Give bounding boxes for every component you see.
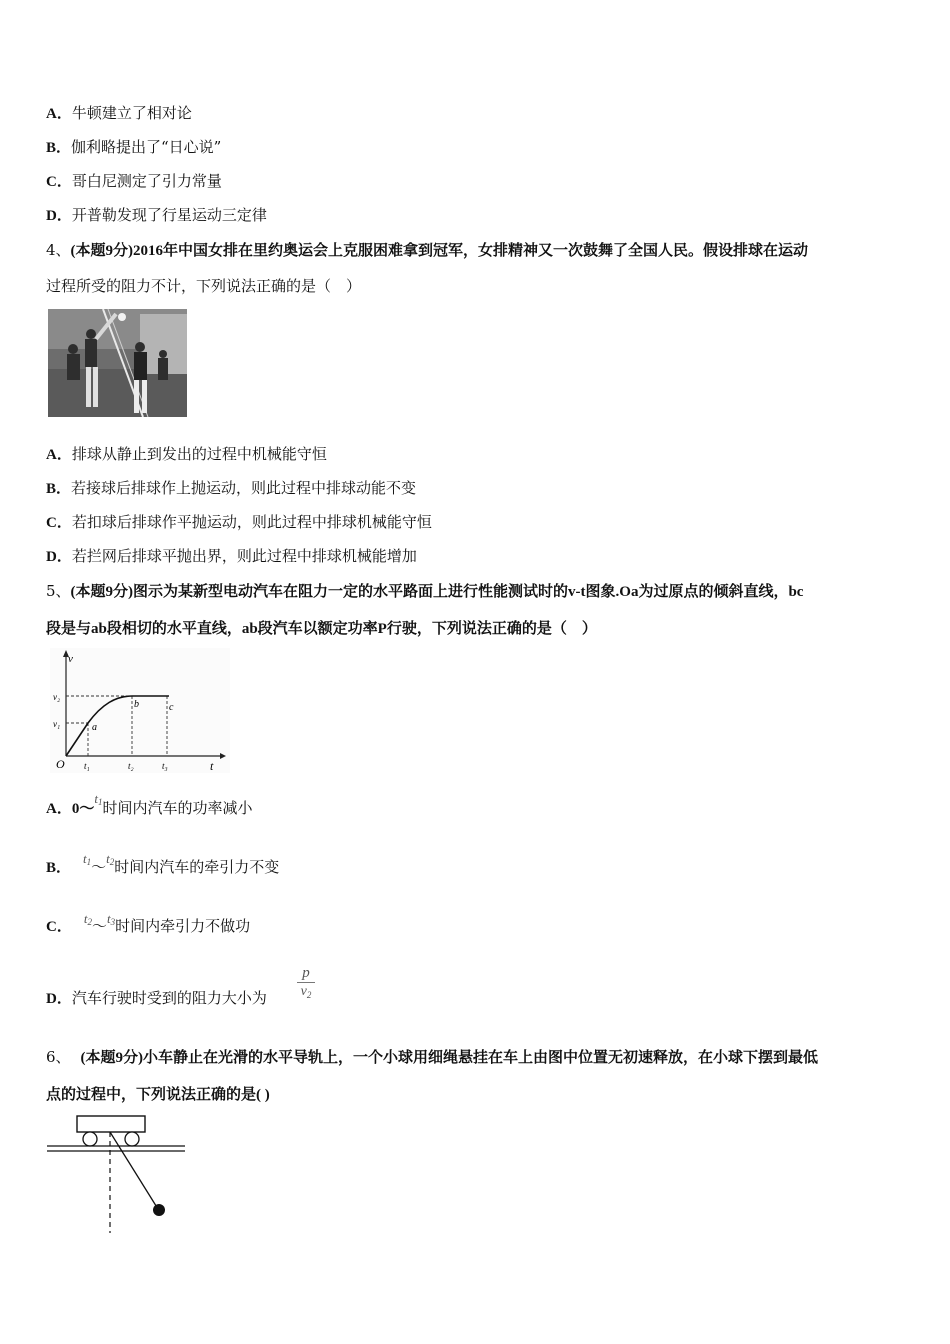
q5-option-a: [46, 791, 253, 822]
math-sub: 1: [97, 797, 103, 807]
point-a-label: a: [92, 722, 97, 733]
option-text: 若拦网后排球平抛出界，则此过程中排球机械能增加: [71, 547, 417, 565]
option-text: 时间内牵引力不做功: [115, 917, 251, 935]
option-math: ～: [91, 858, 107, 876]
t-axis-label: t: [210, 759, 214, 773]
t2-label: t₂: [128, 761, 134, 771]
ball: [153, 1204, 165, 1216]
option-letter: D．: [46, 991, 72, 1007]
cart-wheel: [125, 1132, 139, 1146]
q4-stem-line2: [46, 276, 361, 296]
cart-body: [77, 1116, 145, 1132]
math-sub: 1: [86, 857, 92, 867]
q5-stem-line1: [46, 581, 803, 602]
volleyball-photo-drawing: [48, 309, 187, 417]
cart-wheel: [83, 1132, 97, 1146]
option-math: [84, 911, 92, 926]
question-text: 点的过程中，下列说法正确的是( ): [46, 1087, 270, 1103]
origin-label: O: [56, 757, 65, 771]
v2-label: v₂: [53, 692, 61, 702]
math-sub: 3: [110, 917, 116, 927]
question-score: (本题9分): [70, 243, 134, 259]
q6-stem-line1: [46, 1047, 818, 1068]
q4-option-d: [46, 546, 417, 567]
question-number: 6、: [46, 1048, 71, 1066]
t3-label: t₃: [162, 761, 168, 771]
option-math: [106, 851, 114, 866]
question-text: 图示为某新型电动汽车在阻力一定的水平路面上进行性能测试时的v-t图象.Oa为过原点的倾斜直线，bc: [133, 584, 804, 600]
q3-option-c: [46, 171, 222, 192]
q4-option-b: [46, 478, 416, 499]
math-sub: 2: [109, 857, 115, 867]
option-math: [94, 791, 102, 806]
option-text: 若接球后排球作上抛运动，则此过程中排球动能不变: [71, 479, 417, 497]
option-letter: C．: [46, 515, 72, 531]
point-b-label: b: [134, 699, 139, 710]
q4-stem-line1: [46, 240, 808, 261]
q3-option-d: [46, 205, 267, 226]
question-text: 段是与ab段相切的水平直线，ab段汽车以额定功率P行驶，下列说法正确的是（ ）: [46, 621, 597, 637]
option-letter: A．: [46, 447, 72, 463]
question-number: 5、: [46, 582, 71, 600]
math-var: t: [83, 851, 87, 866]
fraction-denominator: [297, 983, 315, 1004]
question-text: 小车静止在光滑的水平导轨上，一个小球用细绳悬挂在车上由图中位置无初速释放，在小球下摆到最低: [143, 1050, 819, 1066]
option-math: ～: [91, 917, 107, 935]
math-var: t: [83, 911, 88, 926]
v-axis-label: v: [68, 653, 73, 665]
q3-option-b: [46, 137, 221, 158]
option-letter: B．: [46, 481, 72, 497]
vt-graph-drawing: [50, 648, 230, 773]
fraction-p-over-v2: [297, 964, 315, 1004]
question-score: (本题9分): [70, 584, 134, 600]
option-math: 0～: [71, 801, 95, 817]
math-sub: 2: [306, 990, 312, 1000]
cart-pendulum-diagram: [45, 1113, 190, 1235]
q5-stem-line2: [46, 618, 597, 639]
question-number: 4、: [46, 241, 71, 259]
option-text: 哥白尼测定了引力常量: [71, 172, 222, 190]
question-text: 2016年中国女排在里约奥运会上克服困难拿到冠军，女排精神又一次鼓舞了全国人民。假设排球在运动: [133, 243, 809, 259]
option-letter: A．: [46, 106, 72, 122]
cart-pendulum-drawing: [45, 1113, 190, 1235]
option-text: 汽车行驶时受到的阻力大小为: [71, 989, 267, 1007]
option-text: 开普勒发现了行星运动三定律: [71, 206, 267, 224]
q6-stem-line2: [46, 1084, 270, 1105]
question-score: (本题9分): [80, 1050, 144, 1066]
v1-label: v₁: [53, 719, 61, 729]
option-letter: C．: [46, 919, 72, 935]
option-math: [83, 851, 91, 866]
math-var: v: [300, 984, 307, 999]
option-letter: D．: [46, 208, 72, 224]
option-letter: A．: [46, 801, 72, 817]
option-letter: B．: [46, 140, 72, 156]
volleyball-photo: [48, 309, 187, 417]
q4-option-c: [46, 512, 432, 533]
q5-option-c: [46, 911, 251, 940]
math-var: t: [94, 791, 98, 806]
q4-option-a: [46, 444, 327, 465]
math-sub: 2: [87, 917, 92, 927]
q5-option-d: [46, 988, 267, 1009]
option-math: [107, 911, 115, 926]
option-text: 排球从静止到发出的过程中机械能守恒: [71, 445, 327, 463]
fraction-numerator: p: [297, 964, 315, 983]
q3-option-a: [46, 103, 192, 124]
option-text: 时间内汽车的牵引力不变: [114, 858, 280, 876]
point-c-label: c: [169, 702, 174, 713]
t1-label: t₁: [84, 761, 90, 771]
option-text: 牛顿建立了相对论: [71, 104, 192, 122]
vt-graph: [50, 648, 230, 773]
q5-option-b: [46, 851, 280, 881]
option-letter: B．: [46, 860, 72, 876]
option-text: 伽利略提出了“日心说”: [71, 138, 222, 156]
option-text: 时间内汽车的功率减小: [102, 799, 253, 817]
option-letter: C．: [46, 174, 72, 190]
math-var: t: [106, 851, 110, 866]
option-text: 若扣球后排球作平抛运动，则此过程中排球机械能守恒: [71, 513, 432, 531]
option-letter: D．: [46, 549, 72, 565]
math-var: t: [106, 911, 111, 926]
question-text: 过程所受的阻力不计，下列说法正确的是（ ）: [46, 277, 362, 295]
